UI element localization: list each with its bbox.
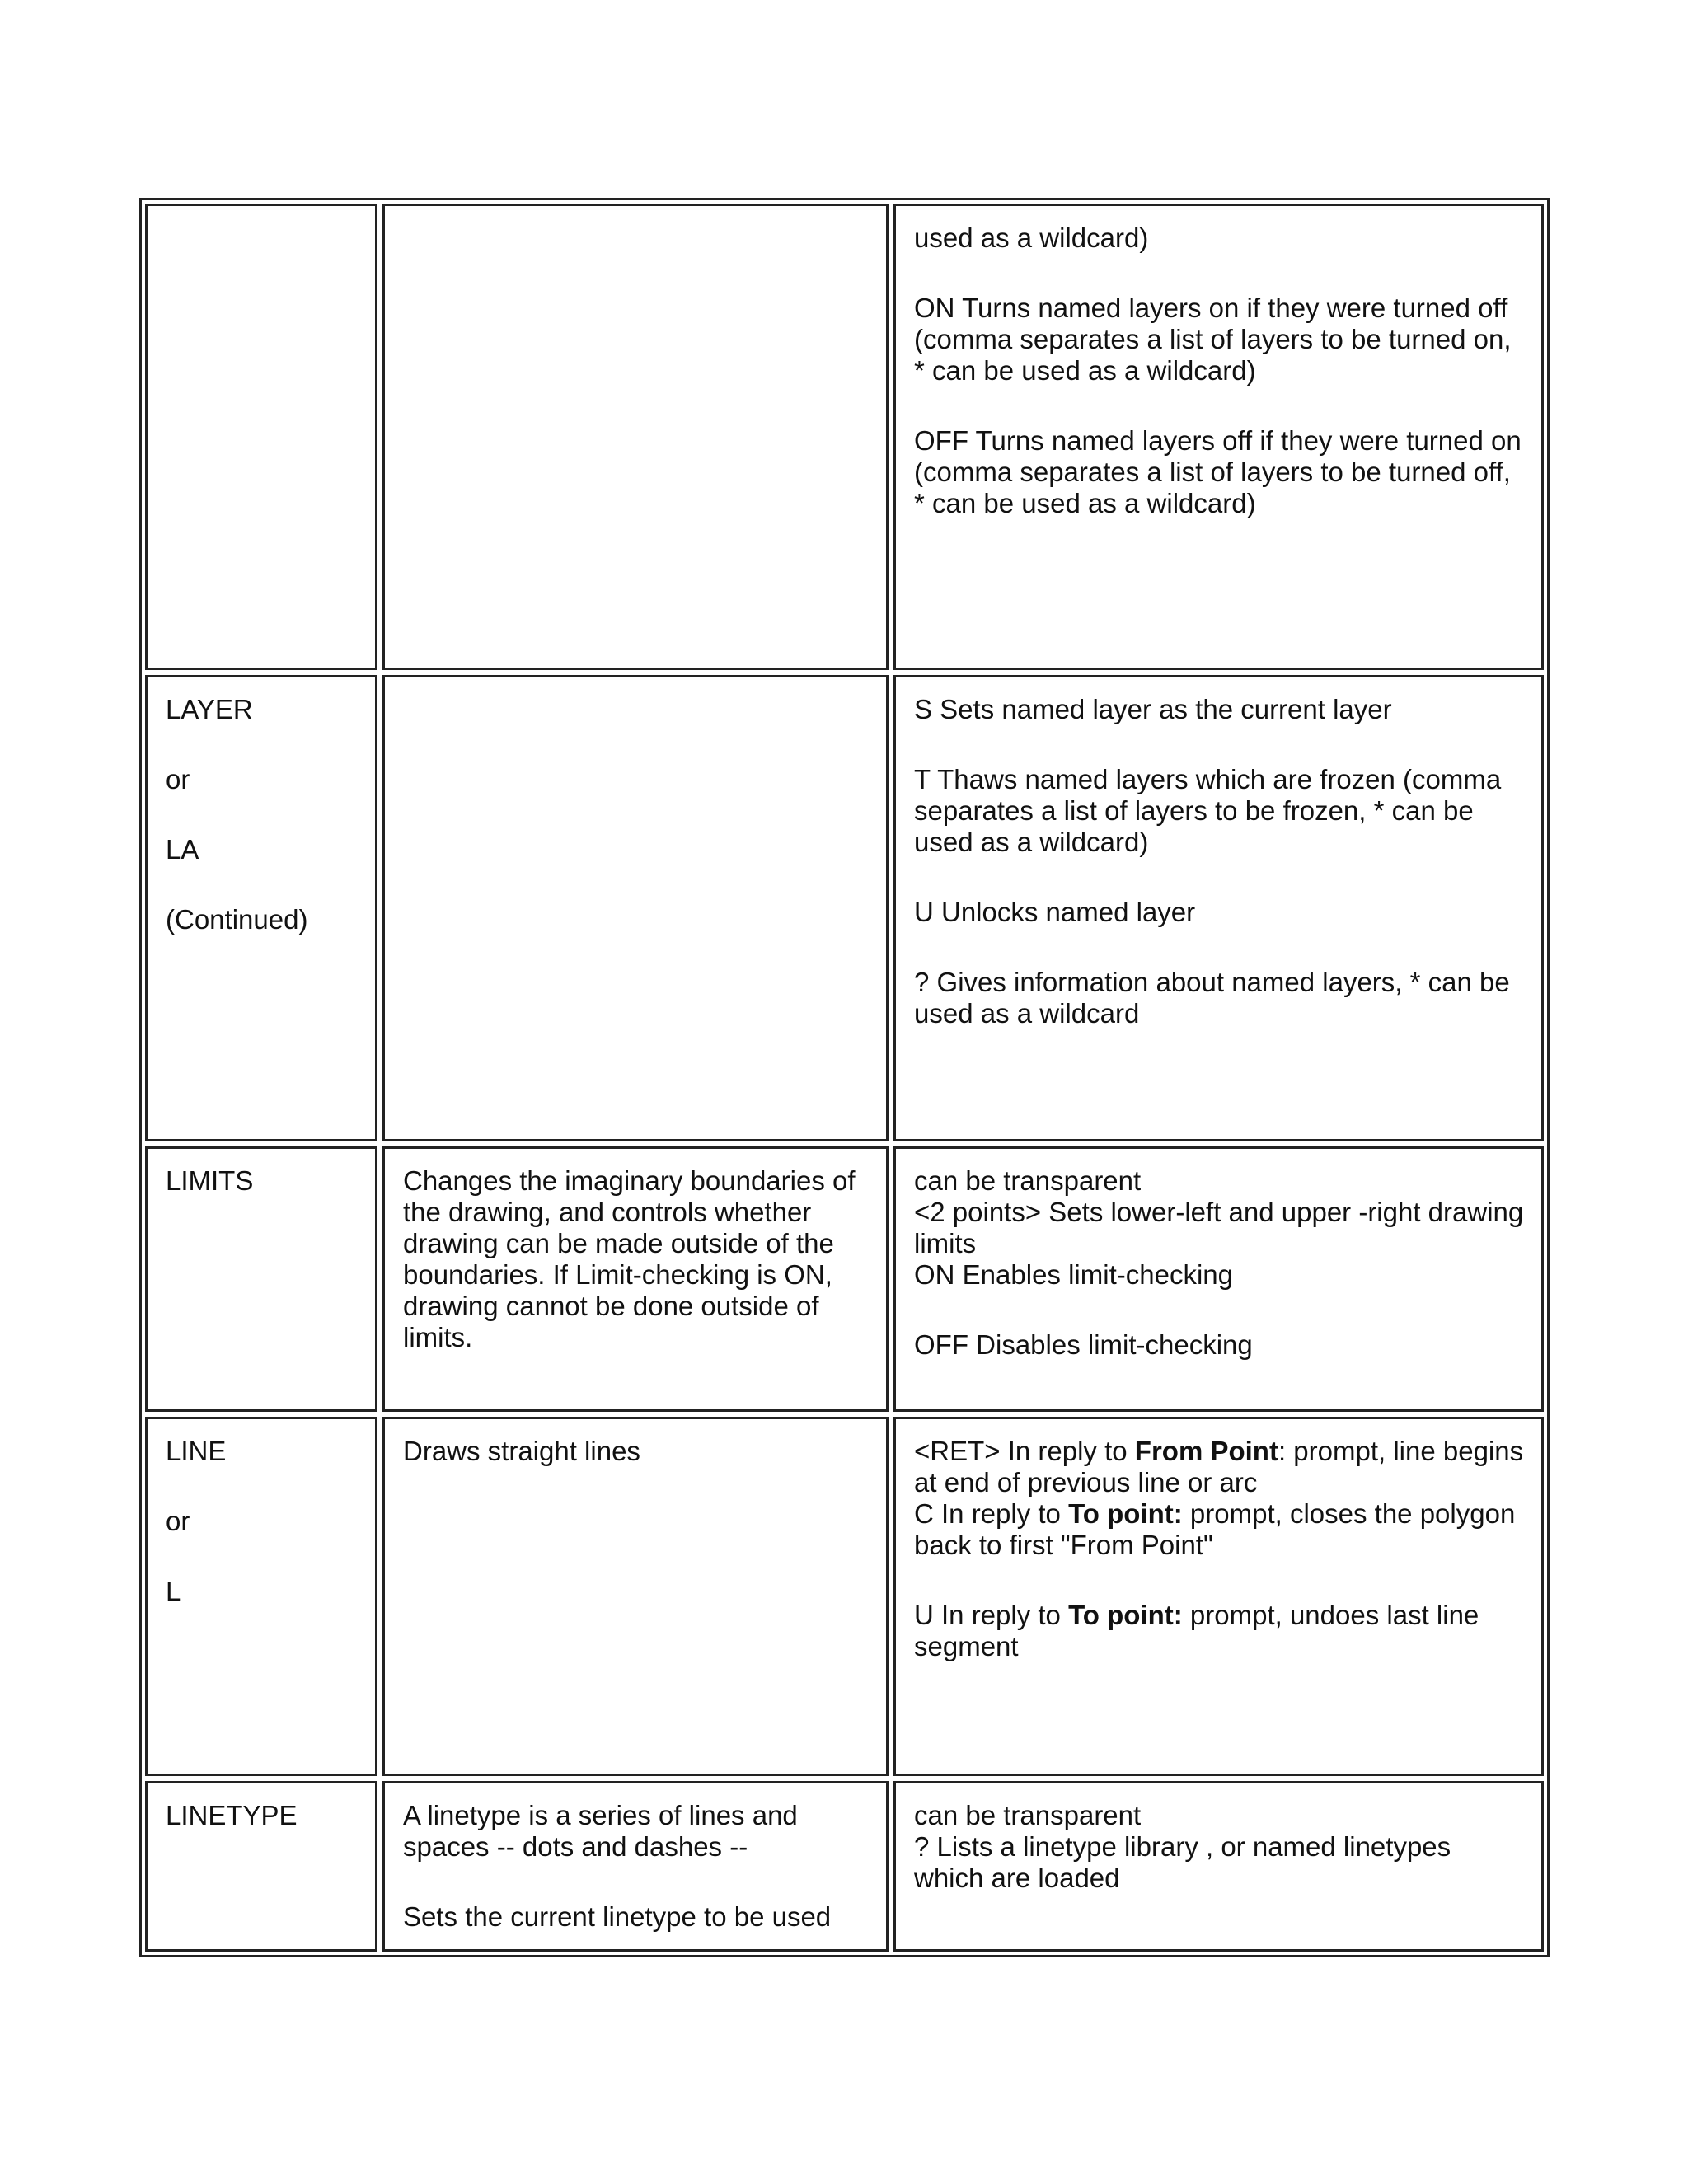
command-cell: [145, 204, 377, 670]
description-cell: [382, 1417, 889, 1776]
description-text: A linetype is a series of lines and spaces -- dots and dashes --: [403, 1800, 798, 1862]
description-cell: [382, 1146, 889, 1412]
command-name: LINE: [166, 1436, 227, 1466]
description-text: Sets the current linetype to be used: [403, 1901, 832, 1932]
options-cell: [893, 1781, 1544, 1952]
command-cell: [145, 1146, 377, 1412]
description-cell: [382, 1781, 889, 1952]
command-alias: L: [166, 1576, 181, 1606]
command-separator: or: [166, 764, 190, 794]
table-row: [145, 1146, 1544, 1412]
transparent-note: can be transparent: [914, 1165, 1142, 1196]
option-text: OFF Disables limit-checking: [914, 1329, 1253, 1360]
option-text: used as a wildcard): [914, 223, 1149, 253]
option-text: S Sets named layer as the current layer: [914, 694, 1392, 724]
option-text: ? Lists a linetype library , or named linetypes which are loaded: [914, 1831, 1451, 1893]
table-row: [145, 1781, 1544, 1952]
description-cell: [382, 204, 889, 670]
command-reference-table: [139, 198, 1550, 1957]
command-cell: [145, 1417, 377, 1776]
transparent-note: can be transparent: [914, 1800, 1142, 1830]
command-cell: [145, 1781, 377, 1952]
option-text: C In reply to To point: prompt, closes the polygon back to first "From Point": [914, 1498, 1516, 1560]
command-name: LAYER: [166, 694, 253, 724]
option-text: OFF Turns named layers off if they were turned on (comma separates a list of layers to be turned off, * can be used as a wildcard): [914, 425, 1522, 518]
option-text: ON Turns named layers on if they were turned off (comma separates a list of layers to be turned on, * can be used as a wildcard): [914, 293, 1512, 386]
description-text: Changes the imaginary boundaries of the drawing, and controls whether drawing can be made outside of the boundaries. If Limit-checking is ON, drawing cannot be done outside of limits.: [403, 1165, 856, 1352]
options-cell: [893, 1146, 1544, 1412]
table-row: [145, 675, 1544, 1141]
description-text: Draws straight lines: [403, 1436, 640, 1466]
command-cell: [145, 675, 377, 1141]
options-cell: [893, 675, 1544, 1141]
option-text: U In reply to To point: prompt, undoes last line segment: [914, 1600, 1479, 1661]
option-text: <2 points> Sets lower-left and upper -right drawing limits: [914, 1197, 1524, 1258]
option-text: T Thaws named layers which are frozen (comma separates a list of layers to be frozen, * can be used as a wildcard): [914, 764, 1502, 857]
command-alias: LA: [166, 834, 199, 865]
table-row: [145, 204, 1544, 670]
option-text: <RET> In reply to From Point: prompt, line begins at end of previous line or arc: [914, 1436, 1524, 1497]
table-row: [145, 1417, 1544, 1776]
option-text: U Unlocks named layer: [914, 897, 1196, 927]
description-cell: [382, 675, 889, 1141]
option-text: ? Gives information about named layers, * can be used as a wildcard: [914, 967, 1510, 1029]
options-cell: [893, 204, 1544, 670]
command-note: (Continued): [166, 904, 308, 935]
command-name: LIMITS: [166, 1165, 254, 1196]
command-separator: or: [166, 1506, 190, 1536]
options-cell: [893, 1417, 1544, 1776]
command-name: LINETYPE: [166, 1800, 298, 1830]
option-text: ON Enables limit-checking: [914, 1259, 1233, 1290]
